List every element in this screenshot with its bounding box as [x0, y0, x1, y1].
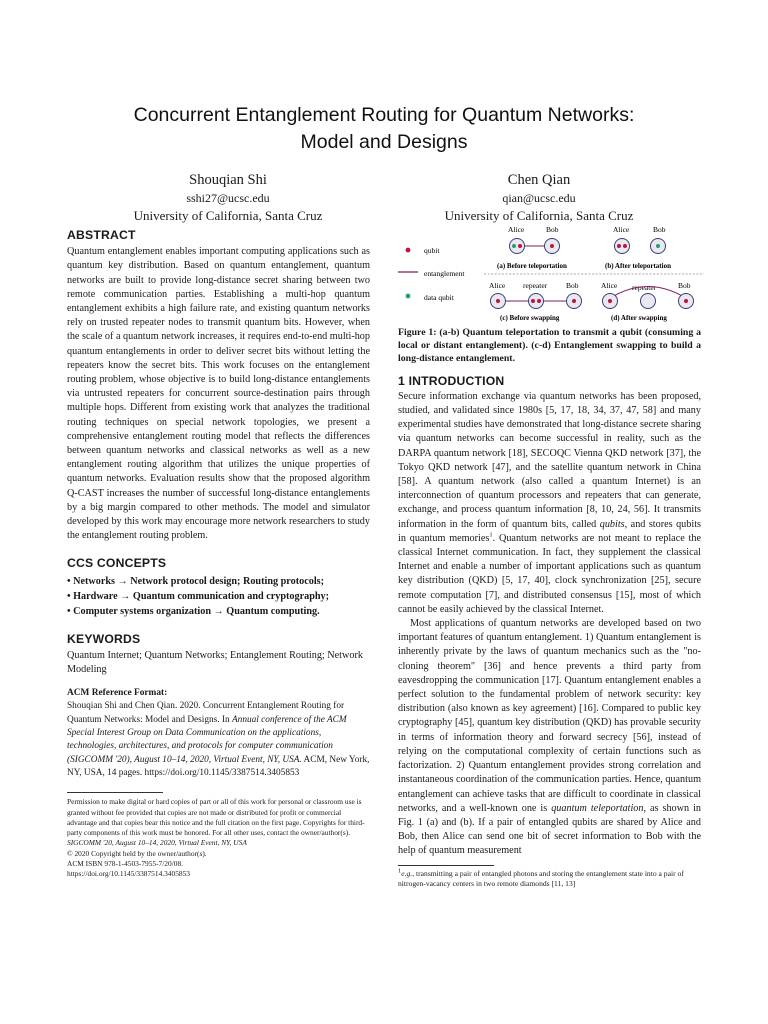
intro-p2-text: Most applications of quantum networks are developed based on two important features of quantum entanglement. 1) Quantum entanglement is inherently private by the laws of quantum mechanics such as the "no-cloning theorem" [36] and hence prevents a third party from eavesdropping the communication [17]. Quantum entanglement enables a perfect solution to the fundamental problem of network security: key distribution (also known as key agreement) [16]. Compared to public key cryptography [45], quantum key distribution (QKD) has provable security in terms of information theory and forward secrecy [56], instead of relying on the computational complexity of certain functions such as factorization. 2) Quantum entanglement provides strong correlation and instantaneous coordination of the communication parties. Hence, quantum entanglement can achieve tasks that are difficult to coordinate in classical networks, and a well-known one is	[398, 618, 701, 814]
fig-d-bob-label: Bob	[678, 281, 691, 290]
figure-1-caption	[398, 326, 701, 366]
fig-c-qubit	[496, 299, 500, 303]
paper-title	[60, 102, 708, 156]
title-line-1: Concurrent Entanglement Routing for Quantum Networks:	[133, 104, 635, 126]
footnote-number: 1	[398, 866, 402, 874]
author-email: sshi27@ucsc.edu	[186, 191, 270, 205]
fig-c-qubit	[572, 299, 576, 303]
ccs-item: • Hardware → Quantum communication and cryptography;	[67, 590, 330, 602]
fig-d-qubit	[684, 299, 688, 303]
fig-d-caption: (d) After swapping	[611, 314, 667, 322]
figure-caption-text: (a-b) Quantum teleportation to transmit a qubit (consuming a local or distant entanglement). (c-d) Entanglement swapping to build a long-distance entanglement.	[398, 327, 701, 365]
fig-a-bob-label: Bob	[546, 225, 559, 234]
footnote-1	[398, 866, 701, 890]
figure-1-diagram	[396, 224, 706, 324]
permission-notice: Permission to make digital or hard copies of part or all of this work for personal or classroom use is granted without fee provided that copies are not made or distributed for profit or commercial advantage and that copies bear this notice and the full citation on the first page. Copyrights for third-party components of this work must be honored. For all other uses, contact the owner/author(s).	[67, 797, 365, 838]
fig-a-caption: (a) Before teleportation	[497, 262, 567, 270]
reference-authors: Shouqian Shi and Chen Qian. 2020. Concurrent Entanglement Routing for Quantum Networks: Model and Designs. In	[67, 701, 345, 725]
copyright-line: © 2020 Copyright held by the owner/author(s).	[67, 848, 207, 858]
fig-a-alice-node	[510, 239, 525, 254]
intro-p1-text: , and stores qubits in quantum memories	[398, 518, 701, 544]
right-column	[398, 326, 701, 890]
author-block-2	[389, 171, 689, 224]
footnote-rule	[67, 792, 163, 793]
footnote-mark: 1	[489, 531, 493, 539]
doi-line: https://doi.org/10.1145/3387514.3405853	[67, 869, 190, 879]
introduction-heading: 1 INTRODUCTION	[398, 373, 505, 388]
fig-c-qubit	[537, 299, 541, 303]
fig-a-data-qubit	[512, 244, 516, 248]
author-name: Chen Qian	[507, 172, 571, 188]
intro-p1-text: Secure information exchange via quantum networks has been proposed, studied, and validated since 1980s [5, 17, 18, 34, 37, 47, 58] and many experimental studies have demonstrated that long-distance secrete sharing via quantum networks can become successful in reality, such as the DARPA quantum network [18], SECOQC Vienna QKD network [37], the Tokyo QKD network [47], and the satellite quantum network in China [58]. A quantum network (also called a quantum Internet) is an interconnection of quantum processors and repeaters that can generate, exchange, and process quantum information [8, 10, 24, 56]. It transmits information in the form of quantum bits, called	[398, 390, 701, 530]
ccs-heading: CCS CONCEPTS	[67, 556, 167, 571]
legend-qubit-label: qubit	[424, 246, 440, 255]
author-email: qian@ucsc.edu	[502, 191, 576, 205]
quantum-teleportation-term: quantum teleportation	[551, 802, 644, 814]
fig-b-caption: (b) After teleportation	[605, 262, 671, 270]
footnote-text: , transmitting a pair of entangled photons and storing the entanglement state into a pair of nitrogen-vacancy centers in two remote diamonds [11, 13]	[398, 868, 684, 889]
title-line-2: Model and Designs	[300, 131, 468, 153]
legend-entanglement-label: entanglement	[424, 269, 465, 278]
legend-qubit-dot	[406, 248, 411, 253]
ccs-item: • Networks → Network protocol design; Routing protocols;	[67, 575, 325, 587]
fig-b-data-qubit	[656, 244, 660, 248]
fig-c-qubit	[531, 299, 535, 303]
fig-b-qubit	[617, 244, 621, 248]
fig-a-alice-label: Alice	[508, 225, 525, 234]
figure-caption-label: Figure 1:	[398, 327, 437, 338]
reference-venue: Annual conference of the ACM Special Interest Group on Data Communication on the applications, technologies, architectures, and protocols for computer communication (SIGCOMM '20), August 10–14, 2020, Virtual Event, NY, USA.	[67, 714, 347, 765]
left-column	[67, 228, 370, 880]
reference-publisher: ACM, New York, NY, USA, 14 pages. https://doi.org/10.1145/3387514.3405853	[67, 754, 370, 778]
qubits-term: qubits	[599, 518, 625, 530]
fig-a-bob-qubit	[550, 244, 554, 248]
keywords-heading: KEYWORDS	[67, 631, 141, 646]
fig-c-repeater-node	[529, 294, 544, 309]
legend-data-qubit-dot	[406, 294, 411, 299]
intro-p1-text: . Quantum networks are not meant to replace the classical Internet communication. In fact, they supplement the classical Internet and enable a number of important applications such as quantum key distribution (QKD) [5, 17, 40], clock synchronization [25], secure remote computation [7], and distributed consensus [15], most of which cannot be easily achieved by the classical Internet.	[398, 532, 702, 615]
fig-b-bob-label: Bob	[653, 225, 666, 234]
footnote-eg: e.g.	[401, 868, 413, 878]
fig-d-repeater-node	[641, 294, 656, 309]
intro-p2-text: , as shown in Fig. 1 (a) and (b). If a pair of entangled qubits are shared by Alice and Bob, then Alice can send one bit of secret information to Bob with the help of quantum measurement	[398, 802, 701, 857]
author-name: Shouqian Shi	[189, 172, 267, 188]
fig-b-qubit	[623, 244, 627, 248]
fig-d-alice-label: Alice	[601, 281, 618, 290]
fig-d-repeater-label: repeater	[632, 283, 657, 292]
fig-c-repeater-label: repeater	[523, 281, 548, 290]
footnote-rule	[398, 865, 494, 866]
fig-b-alice-label: Alice	[613, 225, 630, 234]
intro-paragraph-2	[398, 617, 701, 858]
isbn-line: ACM ISBN 978-1-4503-7955-7/20/08.	[67, 859, 183, 869]
reference-format-heading: ACM Reference Format:	[67, 688, 168, 699]
fig-a-qubit	[518, 244, 522, 248]
fig-c-alice-label: Alice	[489, 281, 506, 290]
abstract-text: Quantum entanglement enables important computing applications such as quantum key distribution. Based on quantum entanglement, quantum networks are built to provide long-distance secret sharing between two remote communication parties. Establishing a multi-hop quantum entanglement exhibits a high failure rate, and existing quantum networks rely on trusted repeater nodes to transmit quantum bits. However, when the scale of a quantum network increases, it requires end-to-end multi-hop quantum entanglements in order to deliver secret bits without letting the repeaters know the secret bits. This work focuses on the entanglement routing problem, whose objective is to build long-distance entanglements via untrusted repeaters for concurrent source-destination pairs through multiple hops. Different from existing work that analyzes the traditional routing techniques on special network topologies, we present a comprehensive entanglement routing model that reflects the differences between quantum networks and classical networks as well as a new entanglement routing algorithm that utilizes the unique properties of quantum networks. Evaluation results show that the proposed algorithm Q-CAST increases the number of successful long-distance entanglements by a big margin compared to other methods. The model and simulator developed by this work may encourage more network researchers to study the entanglement routing problem.	[67, 246, 370, 542]
author-affiliation: University of California, Santa Cruz	[444, 208, 634, 223]
reference-format-text	[67, 700, 370, 780]
abstract-heading: ABSTRACT	[67, 228, 136, 242]
fig-c-caption: (c) Before swapping	[500, 314, 560, 322]
author-block-1	[78, 171, 378, 224]
intro-paragraph-1	[398, 390, 701, 617]
keywords-text: Quantum Internet; Quantum Networks; Entanglement Routing; Network Modeling	[67, 649, 363, 676]
ccs-item: • Computer systems organization → Quantum computing.	[67, 605, 320, 617]
author-affiliation: University of California, Santa Cruz	[133, 208, 323, 223]
fig-d-qubit	[608, 299, 612, 303]
fig-b-alice-node	[615, 239, 630, 254]
fig-c-bob-label: Bob	[566, 281, 579, 290]
permission-venue: SIGCOMM '20, August 10–14, 2020, Virtual Event, NY, USA	[67, 838, 247, 848]
legend-data-qubit-label: data qubit	[424, 293, 454, 302]
